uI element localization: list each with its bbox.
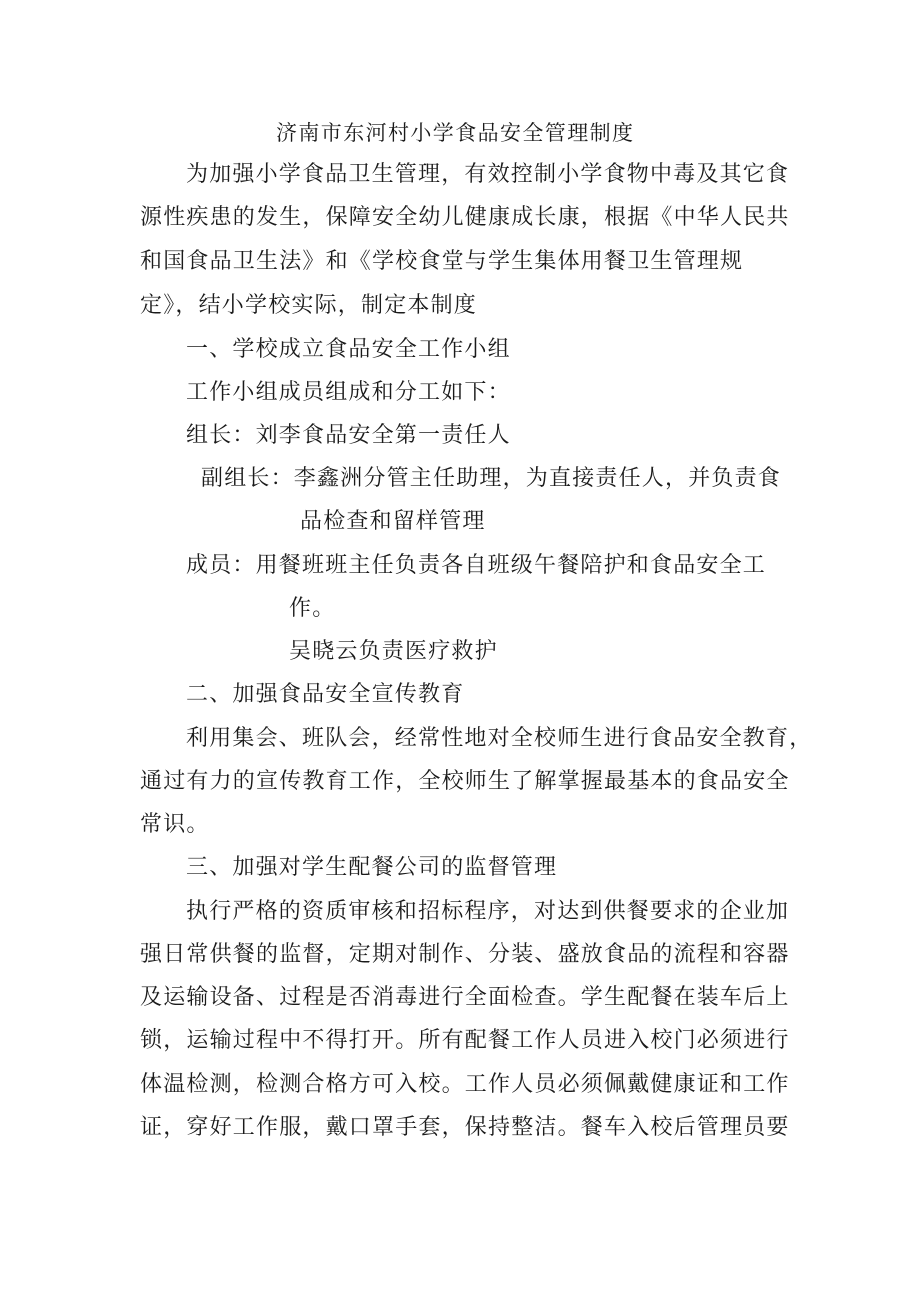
intro-line-1: 为加强小学食品卫生管理，有效控制小学食物中毒及其它食 [186, 162, 790, 187]
section-1-members-line-1: 成员：用餐班班主任负责各自班级午餐陪护和食品安全工 [186, 553, 767, 578]
section-2-heading: 二、加强食品安全宣传教育 [186, 682, 465, 707]
section-1-members-line-2: 作。 [289, 596, 336, 621]
section-3-body-line-1: 执行严格的资质审核和招标程序，对达到供餐要求的企业加 [186, 899, 790, 924]
section-3-body-line-2: 强日常供餐的监督，定期对制作、分装、盛放食品的流程和容器 [140, 942, 790, 967]
section-3-heading: 三、加强对学生配餐公司的监督管理 [186, 855, 558, 880]
document-title: 济南市东河村小学食品安全管理制度 [276, 121, 635, 145]
intro-line-4: 定》，结小学校实际，制定本制度 [140, 293, 478, 318]
section-1-deputy-line-1: 副组长：李鑫洲分管主任助理，为直接责任人，并负责食 [201, 466, 782, 491]
section-1-heading: 一、学校成立食品安全工作小组 [186, 337, 511, 362]
intro-line-2: 源性疾患的发生，保障安全幼儿健康成长康，根据《中华人民共 [140, 205, 790, 230]
section-3-body-line-5: 体温检测，检测合格方可入校。工作人员必须佩戴健康证和工作 [140, 1072, 790, 1097]
section-1-leader: 组长：刘李食品安全第一责任人 [186, 423, 511, 448]
section-3-body-line-6: 证，穿好工作服，戴口罩手套，保持整洁。餐车入校后管理员要 [140, 1115, 790, 1140]
section-2-body-line-3: 常识。 [140, 812, 210, 837]
section-1-deputy-line-2: 品检查和留样管理 [300, 509, 486, 534]
section-3-body-line-4: 锁，运输过程中不得打开。所有配餐工作人员进入校门必须进行 [140, 1028, 790, 1053]
section-3-body-line-3: 及运输设备、过程是否消毒进行全面检查。学生配餐在装车后上 [140, 985, 790, 1010]
section-1-medical: 吴晓云负责医疗救护 [289, 639, 498, 664]
section-1-members-intro: 工作小组成员组成和分工如下： [186, 380, 511, 405]
intro-line-3: 和国食品卫生法》和《学校食堂与学生集体用餐卫生管理规 [140, 249, 744, 274]
section-2-body-line-2: 通过有力的宣传教育工作，全校师生了解掌握最基本的食品安全 [140, 769, 790, 794]
section-2-body-line-1: 利用集会、班队会，经常性地对全校师生进行食品安全教育， [186, 726, 813, 751]
